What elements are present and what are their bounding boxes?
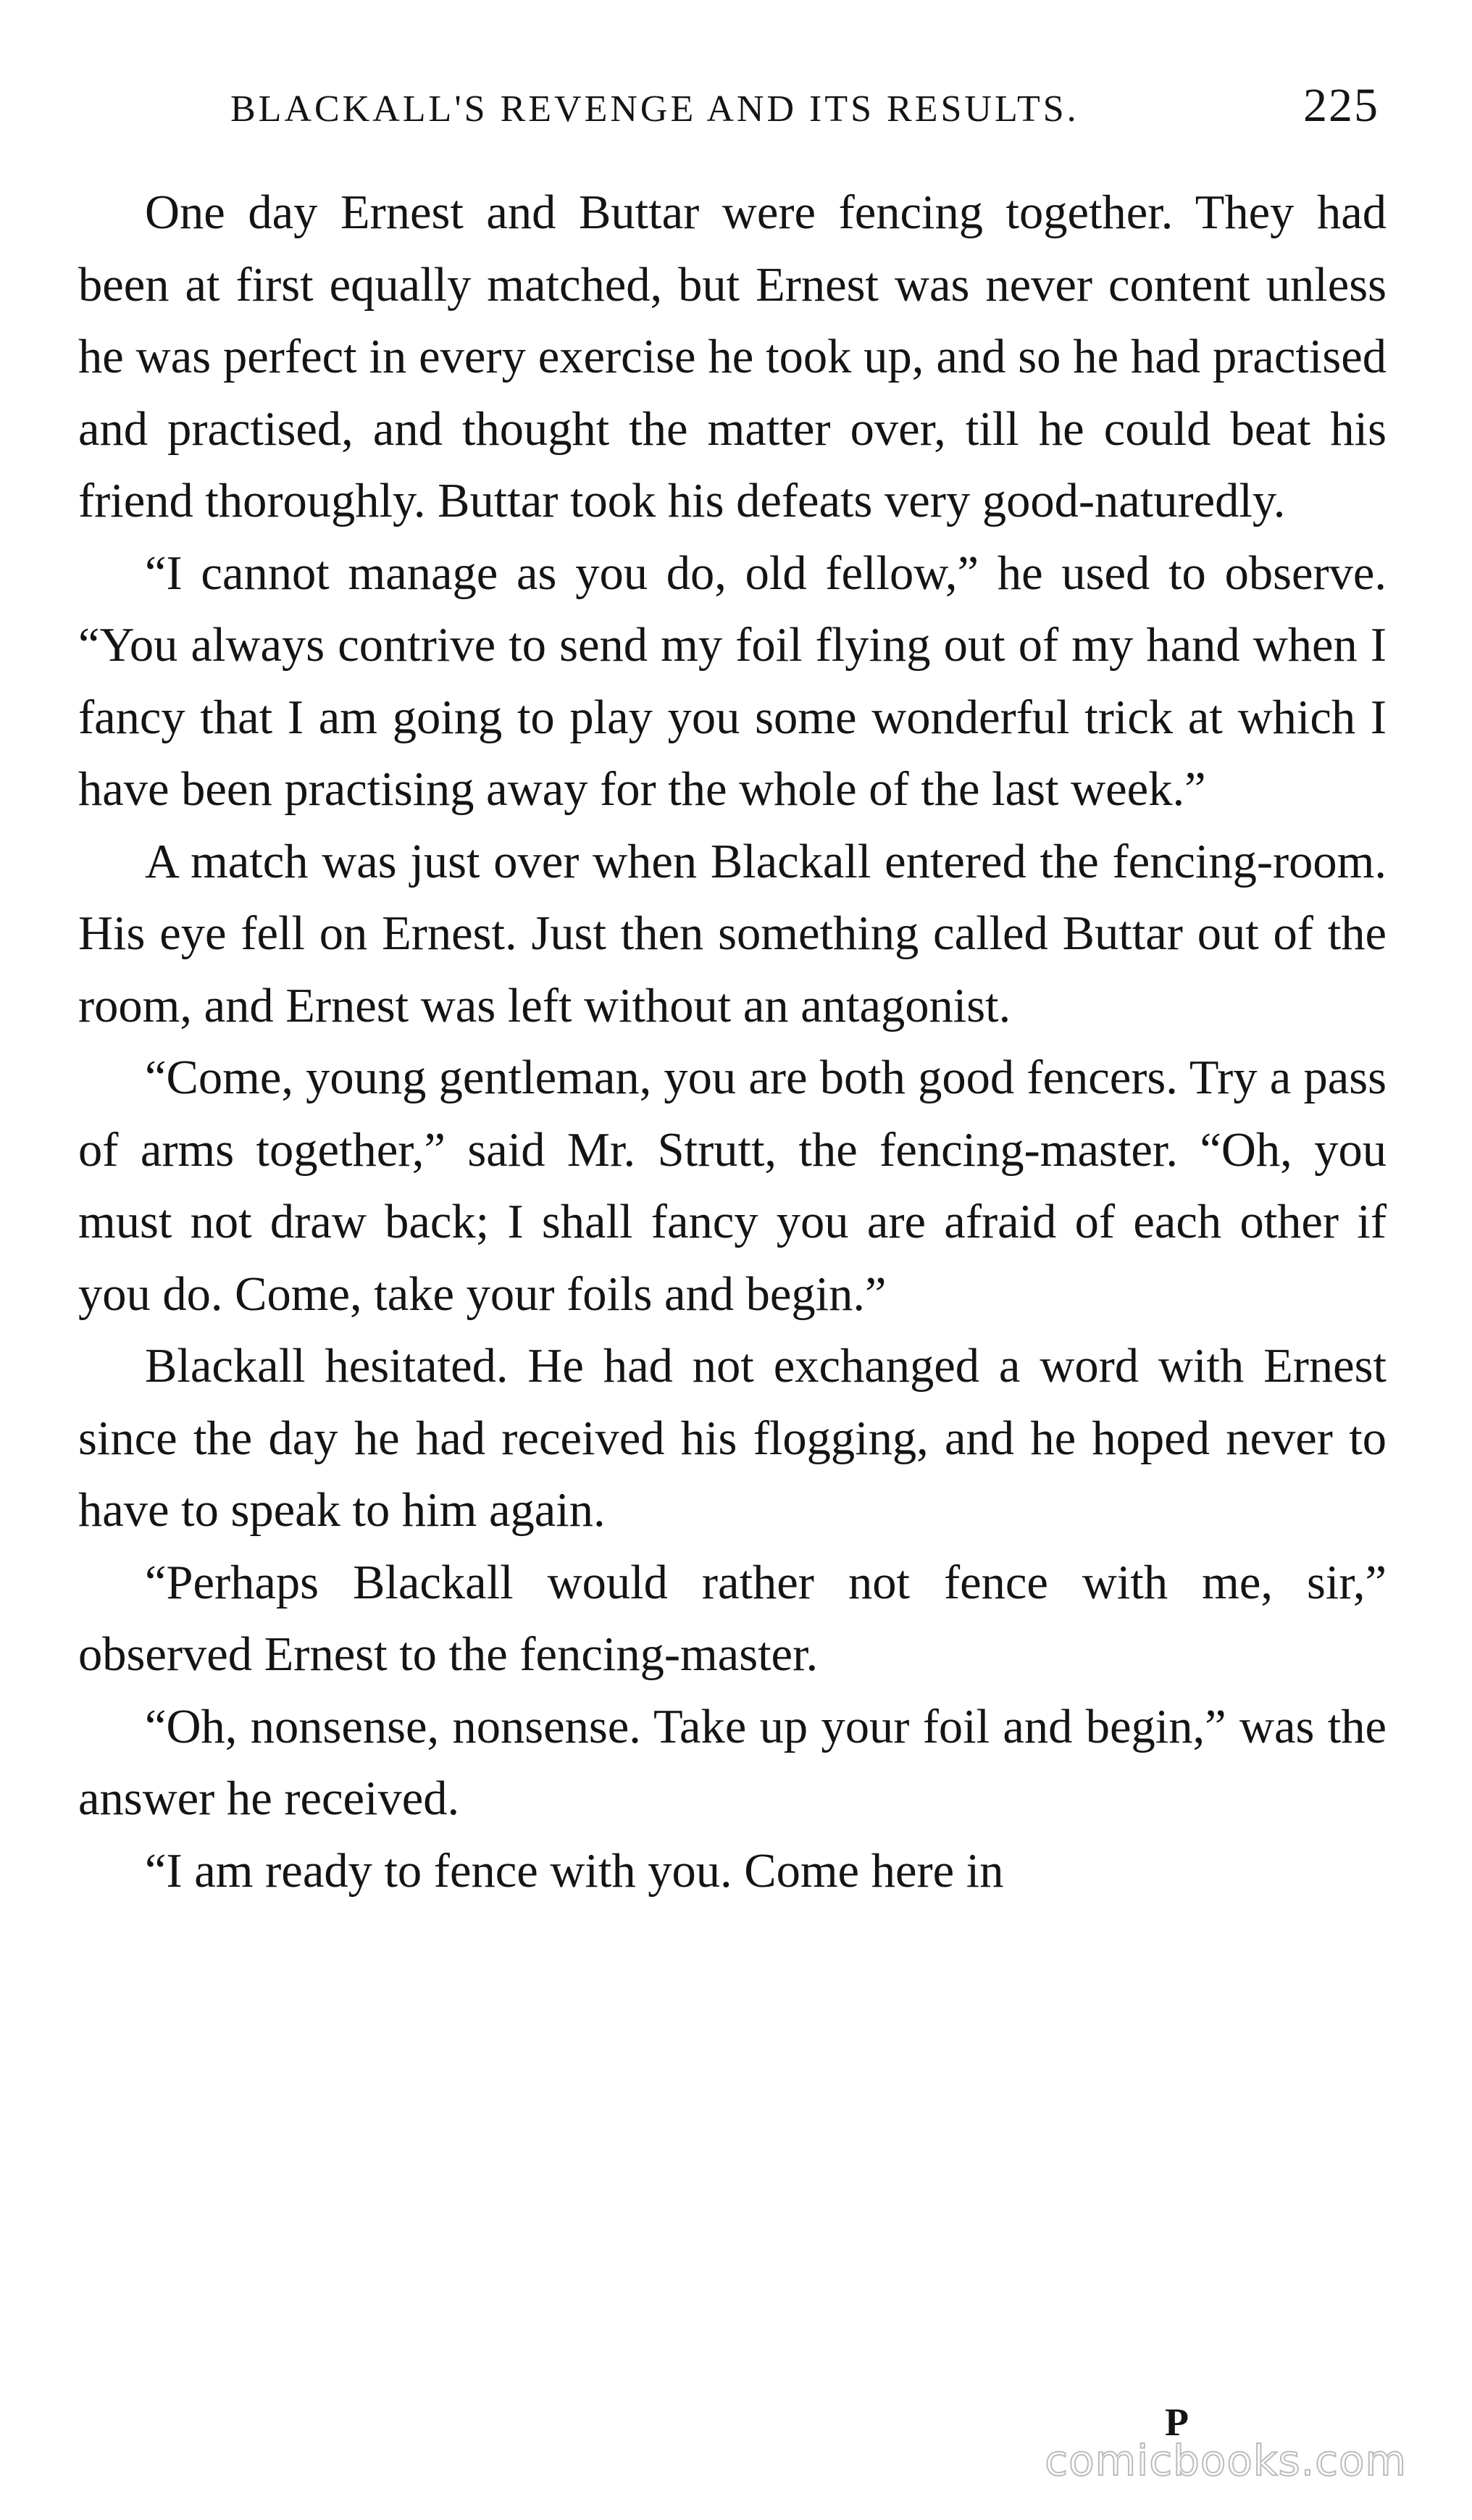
watermark: comicbooks.com xyxy=(1045,2436,1407,2485)
paragraph: Blackall hesitated. He had not exchanged a word with Ernest since the day he had received his flogging, and he hoped never to have to speak to him again. xyxy=(78,1340,1387,1537)
running-title: BLACKALL'S REVENGE AND ITS RESULTS. xyxy=(230,88,1079,130)
paragraph: “Perhaps Blackall would rather not fence with me, sir,” observed Ernest to the fencing-master. xyxy=(78,1556,1387,1681)
paragraph: “Oh, nonsense, nonsense. Take up your foil and begin,” was the answer he received. xyxy=(78,1700,1387,1825)
paragraph: “I am ready to fence with you. Come here in xyxy=(145,1844,1004,1898)
paragraph: A match was just over when Blackall entered the fencing-room. His eye fell on Ernest. Just then something called Buttar out of the room, and Ernest was left without an antagonist. xyxy=(78,835,1387,1032)
running-head xyxy=(230,78,1379,136)
signature-mark: P xyxy=(1165,2400,1189,2444)
paragraph: “Come, young gentleman, you are both good fencers. Try a pass of arms together,” said Mr. Strutt, the fencing-master. “Oh, you must not draw back; I shall fancy you are afraid of each other if you do. Come, take your foils and begin.” xyxy=(78,1051,1387,1321)
paragraph: “I cannot manage as you do, old fellow,” he used to observe. “You always contrive to send my foil flying out of my hand when I fancy that I am going to play you some wonderful trick at which I have been practising away for the whole of the last week.” xyxy=(78,546,1387,816)
paragraph: One day Ernest and Buttar were fencing together. They had been at first equally matched, but Ernest was never content unless he was perfect in every exercise he took up, and so he had practised and practised, and thought the matter over, till he could beat his friend thoroughly. Buttar took his defeats very good-naturedly. xyxy=(78,186,1387,527)
page-number: 225 xyxy=(1303,79,1379,132)
body-text xyxy=(78,177,1387,1907)
